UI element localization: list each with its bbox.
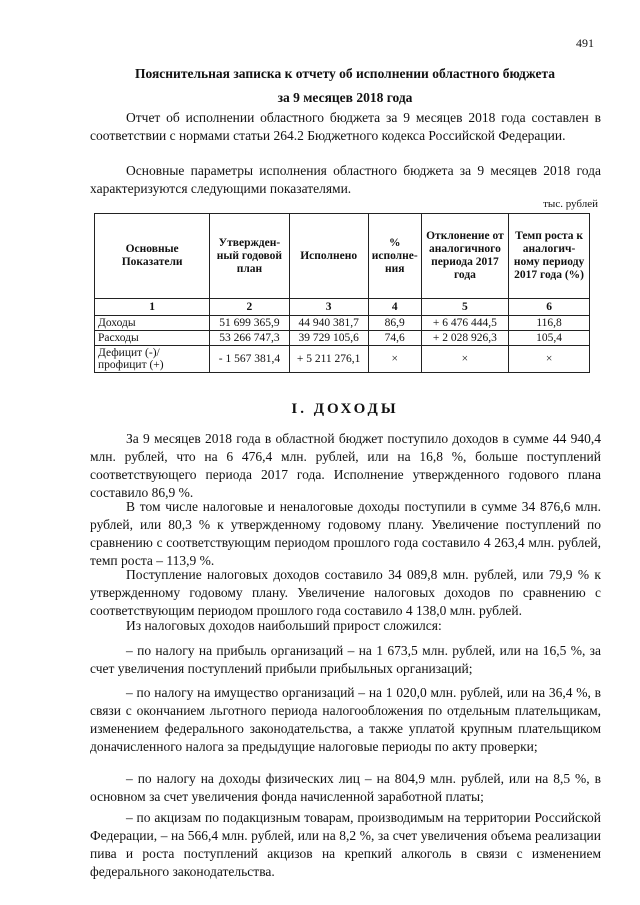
table-cell: + 6 476 444,5 bbox=[421, 316, 508, 331]
section-heading: I. ДОХОДЫ bbox=[291, 401, 399, 417]
column-number: 2 bbox=[210, 299, 289, 316]
document-subtitle: за 9 месяцев 2018 года bbox=[277, 90, 413, 105]
table-cell: + 5 211 276,1 bbox=[289, 346, 368, 373]
list-item: – по налогу на доходы физических лиц – на 804,9 млн. рублей, или на 8,5 %, в основном за счет увеличения фонда начисленной заработной платы; bbox=[90, 771, 601, 804]
table-cell: × bbox=[368, 346, 421, 373]
intro-paragraph-2: Основные параметры исполнения областного бюджета за 9 месяцев 2018 года характеризуются следующими показателями. bbox=[90, 163, 601, 196]
table-cell: 86,9 bbox=[368, 316, 421, 331]
list-item: – по акцизам по подакцизным товарам, производимым на территории Российской Федерации, – на 566,4 млн. рублей, или на 8,2 %, за счет увеличения объема реализации пива и роста поступлений акцизов на крепкий алкоголь в связи с изменением федерального законодательства. bbox=[90, 810, 601, 879]
table-header-cell: Исполнено bbox=[289, 214, 368, 299]
column-number: 6 bbox=[509, 299, 590, 316]
table-row bbox=[95, 331, 590, 346]
table-cell: Расходы bbox=[95, 331, 210, 346]
table-header-cell: Темп роста к аналогич-ному периоду 2017 года (%) bbox=[509, 214, 590, 299]
table-cell: - 1 567 381,4 bbox=[210, 346, 289, 373]
budget-table bbox=[94, 213, 590, 373]
table-cell: 116,8 bbox=[509, 316, 590, 331]
table-cell: 74,6 bbox=[368, 331, 421, 346]
document-title: Пояснительная записка к отчету об исполнении областного бюджета bbox=[134, 66, 556, 81]
body-paragraph: Поступление налоговых доходов составило 34 089,8 млн. рублей, или 79,9 % к утвержденному годовому плану. Увеличение налоговых доходов по сравнению с соответствующим периодом прошлого года составило 4 138,0 млн. рублей. bbox=[90, 567, 601, 618]
table-row bbox=[95, 346, 590, 373]
column-number: 3 bbox=[289, 299, 368, 316]
column-number: 5 bbox=[421, 299, 508, 316]
table-cell: Доходы bbox=[95, 316, 210, 331]
table-cell: 39 729 105,6 bbox=[289, 331, 368, 346]
column-number: 1 bbox=[95, 299, 210, 316]
body-paragraph: В том числе налоговые и неналоговые доходы поступили в сумме 34 876,6 млн. рублей, или 80,3 % к утвержденному годовому плану. Увеличение поступлений по сравнению с соответствующим периодом прошлого года составило 4 263,4 млн. рублей, темп роста – 113,9 %. bbox=[90, 499, 601, 568]
table-cell: + 2 028 926,3 bbox=[421, 331, 508, 346]
body-paragraph: Из налоговых доходов наибольший прирост сложился: bbox=[126, 618, 442, 633]
page-number: 491 bbox=[576, 36, 594, 50]
column-number-row bbox=[95, 299, 590, 316]
table-cell: 44 940 381,7 bbox=[289, 316, 368, 331]
units-label: тыс. рублей bbox=[543, 198, 598, 210]
intro-paragraph-1: Отчет об исполнении областного бюджета за 9 месяцев 2018 года составлен в соответствии с нормами статьи 264.2 Бюджетного кодекса Российской Федерации. bbox=[90, 110, 601, 143]
table-header-cell: % исполне-ния bbox=[368, 214, 421, 299]
table-header-row bbox=[95, 214, 590, 299]
body-paragraph: За 9 месяцев 2018 года в областной бюджет поступило доходов в сумме 44 940,4 млн. рублей, что на 6 476,4 млн. рублей, или на 16,8 %, больше поступлений соответствующего периода 2017 года. Исполнение утвержденного годового плана составило 86,9 %. bbox=[90, 431, 601, 500]
column-number: 4 bbox=[368, 299, 421, 316]
table-header-cell: Утвержден-ный годовой план bbox=[210, 214, 289, 299]
table-cell: × bbox=[509, 346, 590, 373]
table-cell: Дефицит (-)/ профицит (+) bbox=[95, 346, 210, 373]
table-cell: 105,4 bbox=[509, 331, 590, 346]
table-cell: × bbox=[421, 346, 508, 373]
table-row bbox=[95, 316, 590, 331]
table-cell: 51 699 365,9 bbox=[210, 316, 289, 331]
table-header-cell: Отклонение от аналогичного периода 2017 года bbox=[421, 214, 508, 299]
list-item: – по налогу на имущество организаций – на 1 020,0 млн. рублей, или на 36,4 %, в связи с окончанием льготного периода налогообложения по отдельным плательщикам, изменением федерального законодательства, а также уплатой крупным плательщиком доначисленного налога за предыдущие налоговые периоды по акту проверки; bbox=[90, 685, 601, 754]
table-header-cell: Основные Показатели bbox=[95, 214, 210, 299]
list-item: – по налогу на прибыль организаций – на 1 673,5 млн. рублей, или на 16,5 %, за счет увеличения поступлений прибыли прибыльных организаций; bbox=[90, 643, 601, 676]
table-cell: 53 266 747,3 bbox=[210, 331, 289, 346]
